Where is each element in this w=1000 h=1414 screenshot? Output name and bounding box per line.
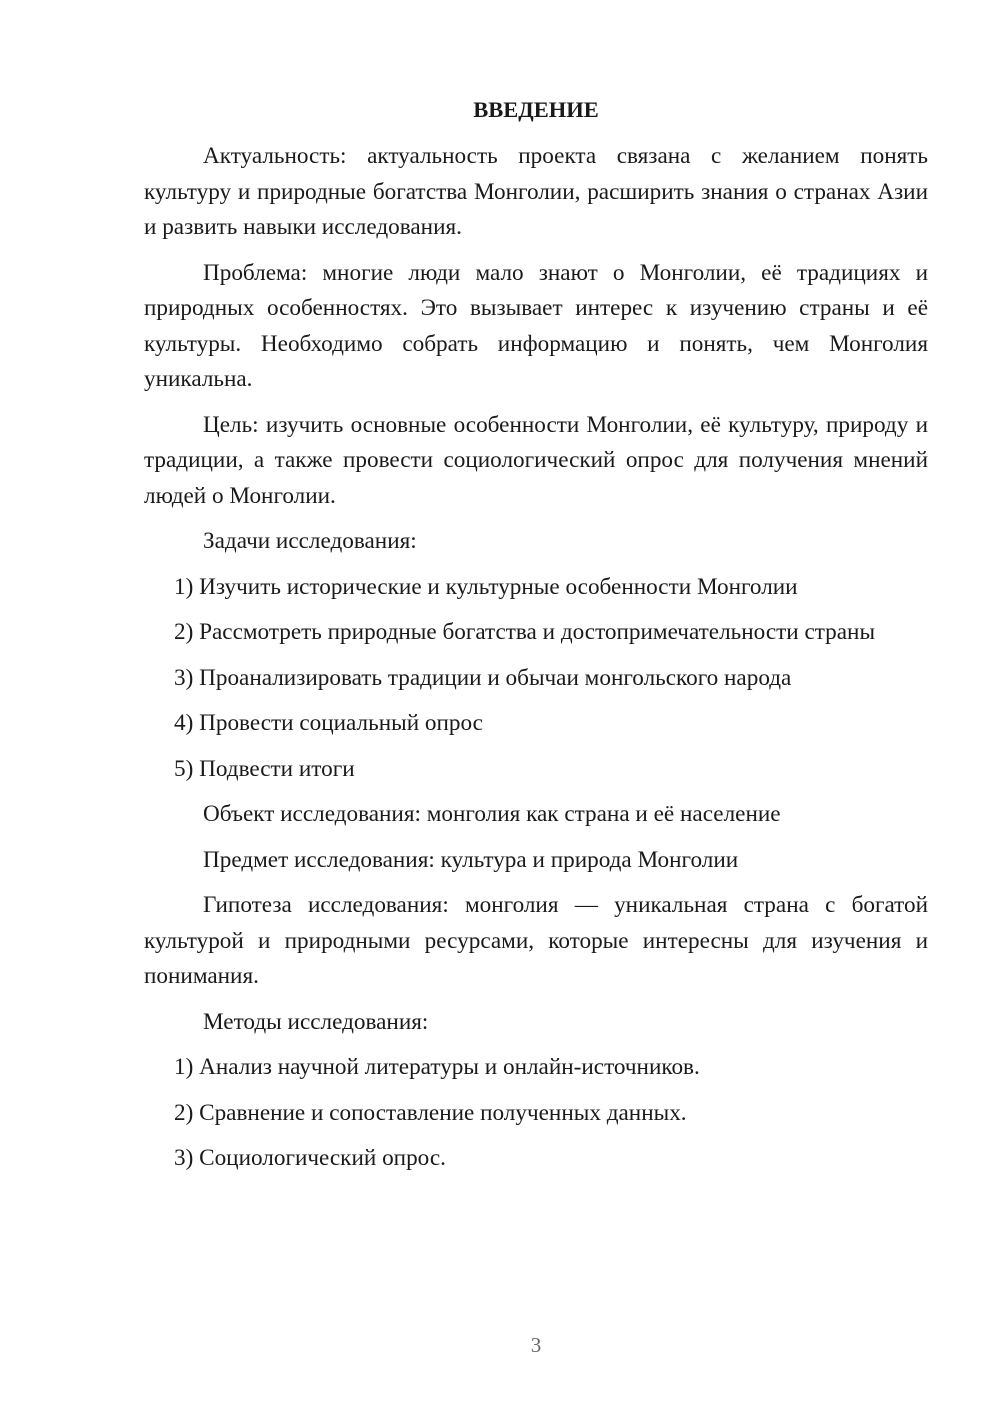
task-item-5: 5) Подвести итоги bbox=[174, 755, 355, 782]
task-item-2: 2) Рассмотреть природные богатства и достопримечательности страны bbox=[174, 619, 876, 645]
page-title: ВВЕДЕНИЕ bbox=[473, 97, 599, 122]
method-item-3: 3) Социологический опрос. bbox=[174, 1145, 446, 1171]
goal-paragraph: Цель: изучить основные особенности Монголии, её культуру, природу и традиции, а также провести социологический опрос для получения мнений людей о Монголии. bbox=[144, 411, 928, 509]
task-item-1: 1) Изучить исторические и культурные особенности Монголии bbox=[174, 573, 798, 600]
hypothesis-paragraph: Гипотеза исследования: монголия — уникальная страна с богатой культурой и природными ресурсами, которые интересны для изучения и понимания. bbox=[144, 892, 928, 989]
method-item-2: 2) Сравнение и сопоставление полученных данных. bbox=[174, 1099, 687, 1126]
research-subject: Предмет исследования: культура и природа Монголии bbox=[203, 846, 739, 873]
task-item-4: 4) Провести социальный опрос bbox=[174, 710, 483, 736]
tasks-heading: Задачи исследования: bbox=[203, 528, 417, 554]
methods-heading: Методы исследования: bbox=[203, 1008, 429, 1035]
page-number: 3 bbox=[530, 1333, 542, 1357]
method-item-1: 1) Анализ научной литературы и онлайн-источников. bbox=[174, 1054, 700, 1080]
research-object: Объект исследования: монголия как страна и её население bbox=[203, 801, 781, 827]
relevance-paragraph: Актуальность: актуальность проекта связана с желанием понять культуру и природные богатства Монголии, расширить знания о странах Азии и развить навыки исследования. bbox=[144, 143, 928, 240]
problem-paragraph: Проблема: многие люди мало знают о Монголии, её традициях и природных особенностях. Это вызывает интерес к изучению страны и её культуры. Необходимо собрать информацию и понять, чем Монголия уникальна. bbox=[144, 259, 928, 392]
task-item-3: 3) Проанализировать традиции и обычаи монгольского народа bbox=[174, 664, 792, 691]
document-body bbox=[144, 92, 928, 1187]
